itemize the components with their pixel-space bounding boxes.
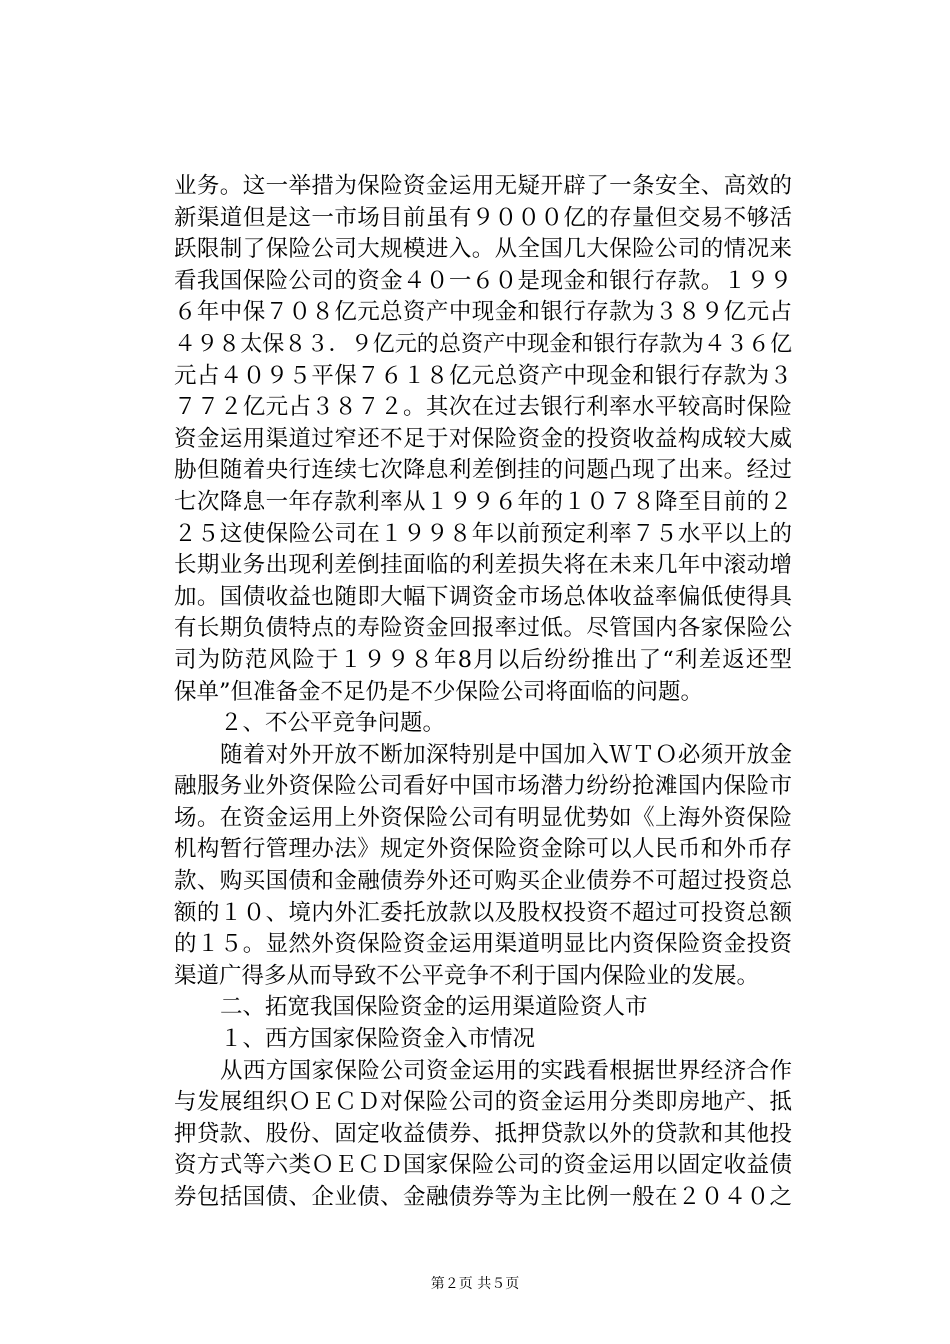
- text-line: 业务。这一举措为保险资金运用无疑开辟了一条安全、高效的: [174, 173, 792, 199]
- section-heading: ２、不公平竞争问题。: [220, 710, 446, 737]
- text-line: 的１５。显然外资保险资金运用渠道明显比内资保险资金投资: [174, 931, 792, 958]
- text-line: 款、购买国债和金融债券外还可购买企业债券不可超过投资总: [174, 868, 792, 895]
- section-heading: 二、拓宽我国保险资金的运用渠道险资人市: [220, 994, 648, 1021]
- text-line: 胁但随着央行连续七次降息利差倒挂的问题凸现了出来。经过: [174, 457, 792, 484]
- text-line: 看我国保险公司的资金４０一６０是现金和银行存款。１９９: [174, 267, 792, 294]
- text-line: 跃限制了保险公司大规模进入。从全国几大保险公司的情况来: [174, 236, 792, 263]
- text-line: 场。在资金运用上外资保险公司有明显优势如《上海外资保险: [174, 804, 792, 831]
- text-line: 元占４０９５平保７６１８亿元总资产中现金和银行存款为３: [174, 362, 792, 389]
- text-line: 融服务业外资保险公司看好中国市场潜力纷纷抢滩国内保险市: [174, 773, 792, 800]
- paragraph-end-line: 保单”但准备金不足仍是不少保险公司将面临的问题。: [174, 678, 704, 705]
- text-line: 机构暂行管理办法》规定外资保险资金除可以人民币和外币存: [174, 836, 792, 863]
- text-line: 资金运用渠道过窄还不足于对保险资金的投资收益构成较大威: [174, 425, 792, 452]
- text-line: 七次降息一年存款利率从１９９６年的１０７８降至目前的２: [174, 488, 792, 515]
- text-line: ７７２亿元占３８７２。其次在过去银行利率水平较高时保险: [174, 394, 792, 421]
- text-line: ２５这使保险公司在１９９８年以前预定利率７５水平以上的: [174, 520, 792, 547]
- text-line: 司为防范风险于１９９８年8月以后纷纷推出了“利差返还型: [174, 646, 792, 673]
- text-line: 与发展组织ＯＥＣＤ对保险公司的资金运用分类即房地产、抵: [174, 1089, 792, 1116]
- text-line: 额的１０、境内外汇委托放款以及股权投资不超过可投资总额: [174, 899, 792, 926]
- text-line: 长期业务出现利差倒挂面临的利差损失将在未来几年中滚动增: [174, 552, 792, 579]
- paragraph-end-line: 渠道广得多从而导致不公平竞争不利于国内保险业的发展。: [174, 962, 760, 989]
- page-number-footer: 第２页 共５页: [430, 1276, 520, 1292]
- text-line: 押贷款、股份、固定收益债券、抵押贷款以外的贷款和其他投: [174, 1120, 792, 1147]
- text-line: ４９８太保８３．９亿元的总资产中现金和银行存款为４３６亿: [174, 331, 792, 357]
- text-line: ６年中保７０８亿元总资产中现金和银行存款为３８９亿元占: [174, 299, 792, 326]
- text-line: 有长期负债特点的寿险资金回报率过低。尽管国内各家保险公: [174, 615, 792, 642]
- text-line: 资方式等六类ＯＥＣＤ国家保险公司的资金运用以固定收益债: [174, 1152, 792, 1179]
- text-line: 加。国债收益也随即大幅下调资金市场总体收益率偏低使得具: [174, 583, 792, 610]
- paragraph-first-line: 从西方国家保险公司资金运用的实践看根据世界经济合作: [220, 1057, 792, 1084]
- subsection-heading: １、西方国家保险资金入市情况: [220, 1026, 536, 1053]
- paragraph-first-line: 随着对外开放不断加深特别是中国加入ＷＴＯ必须开放金: [220, 741, 792, 768]
- text-line: 券包括国债、企业债、金融债券等为主比例一般在２０４０之: [174, 1184, 792, 1210]
- document-body: [174, 171, 792, 1214]
- text-line: 新渠道但是这一市场目前虽有９０００亿的存量但交易不够活: [174, 204, 792, 231]
